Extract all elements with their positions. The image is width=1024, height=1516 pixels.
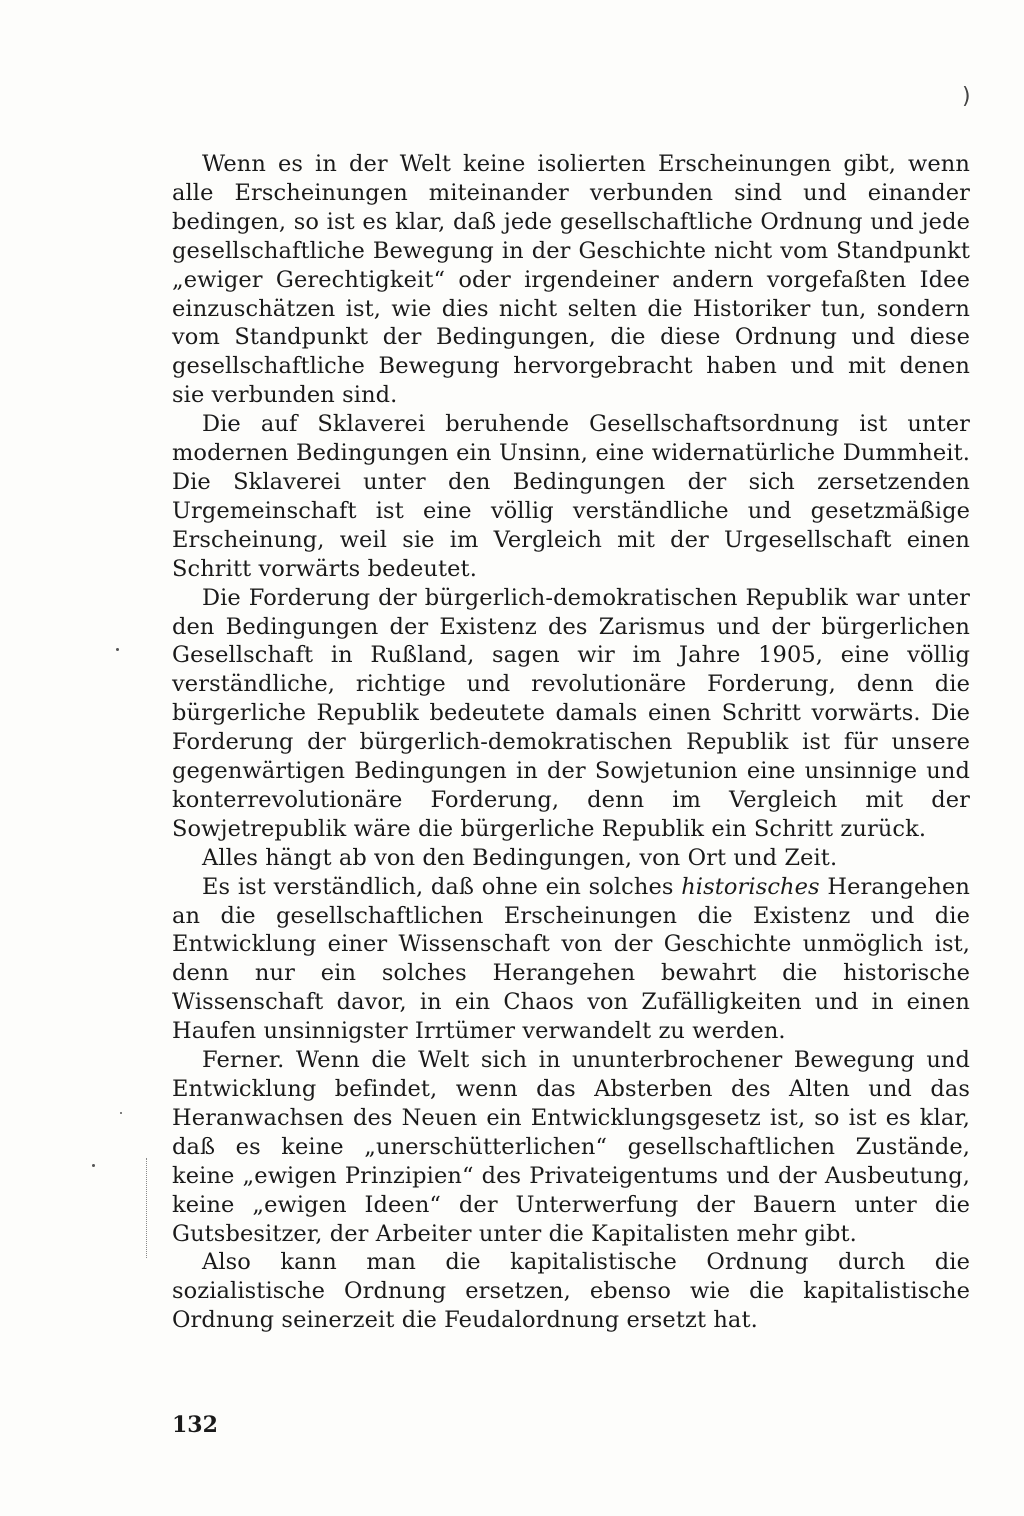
paragraph-text: Die auf Sklaverei beruhende Gesellschaftsordnung ist unter modernen Bedingungen ein Unsinn, eine widernatürliche Dummheit. Die Sklaverei unter den Bedingungen der sich zersetzenden Urgemeinschaft ist eine völlig verständliche und gesetzmäßige Erscheinung, weil sie im Vergleich mit der Urgesellschaft einen Schritt vorwärts bedeutet.: [172, 411, 970, 582]
paragraph: [172, 1248, 970, 1335]
margin-speck: [92, 1164, 95, 1167]
paragraph-text: Die Forderung der bürgerlich-demokratischen Republik war unter den Bedingungen der Existenz des Zarismus und der bürgerlichen Gesellschaft in Rußland, sagen wir im Jahre 1905, eine völlig verständliche, richtige und revolutionäre Forderung, denn die bürgerliche Republik bedeutete damals einen Schritt vorwärts. Die Forderung der bürgerlich-demokratischen Republik ist für unsere gegenwärtigen Bedingungen in der Sowjetunion eine unsinnige und konterrevolutionäre Forderung, denn im Vergleich mit der Sowjetrepublik wäre die bürgerliche Republik ein Schritt zurück.: [172, 584, 970, 842]
paragraph: [172, 150, 970, 410]
paragraph-text: Es ist verständlich, daß ohne ein solches: [202, 873, 682, 900]
paragraph-text: Also kann man die kapitalistische Ordnung durch die sozialistische Ordnung ersetzen, ebenso wie die kapitalistische Ordnung seinerzeit die Feudalordnung ersetzt hat.: [172, 1249, 970, 1334]
paragraph-text: Alles hängt ab von den Bedingungen, von Ort und Zeit.: [202, 844, 838, 871]
paragraph: [172, 844, 970, 873]
paragraph: [172, 1046, 970, 1248]
paragraph-text: Herangehen an die gesellschaftlichen Erscheinungen die Existenz und die Entwicklung einer Wissenschaft von der Geschichte unmöglich ist, denn nur ein solches Herangehen bewahrt die historische Wissenschaft davor, in ein Chaos von Zufälligkeiten und in einen Haufen unsinnigster Irrtümer verwandelt zu werden.: [172, 873, 970, 1045]
paragraph-text: Ferner. Wenn die Welt sich in ununterbrochener Bewegung und Entwicklung befindet, wenn das Absterben des Alten und das Heranwachsen des Neuen ein Entwicklungsgesetz ist, so ist es klar, daß es keine „unerschütterlichen“ gesellschaftlichen Zustände, keine „ewigen Prinzipien“ des Privateigentums und der Ausbeutung, keine „ewigen Ideen“ der Unterwerfung der Bauern unter die Gutsbesitzer, der Arbeiter unter die Kapitalisten mehr gibt.: [172, 1047, 970, 1247]
paragraph: [172, 873, 970, 1046]
paragraph-text: Wenn es in der Welt keine isolierten Erscheinungen gibt, wenn alle Erscheinungen miteinander verbunden sind und einander bedingen, so ist es klar, daß jede gesellschaftliche Ordnung und jede gesellschaftliche Bewegung in der Geschichte nicht vom Standpunkt „ewiger Gerechtigkeit“ oder irgendeiner andern vorgefaßten Idee einzuschätzen ist, wie dies nicht selten die Historiker tun, sondern vom Standpunkt der Bedingungen, die diese Ordnung und diese gesellschaftliche Bewegung hervorgebracht haben und mit denen sie verbunden sind.: [172, 151, 970, 409]
margin-speck: [116, 648, 119, 651]
paragraph: [172, 410, 970, 583]
margin-speck: [120, 1112, 122, 1114]
corner-mark: ): [962, 84, 971, 109]
emphasized-word: historisches: [681, 873, 820, 900]
body-text: [172, 150, 970, 1335]
page-number: 132: [172, 1412, 218, 1438]
margin-dotted-line: [146, 1158, 148, 1258]
paragraph: [172, 584, 970, 844]
